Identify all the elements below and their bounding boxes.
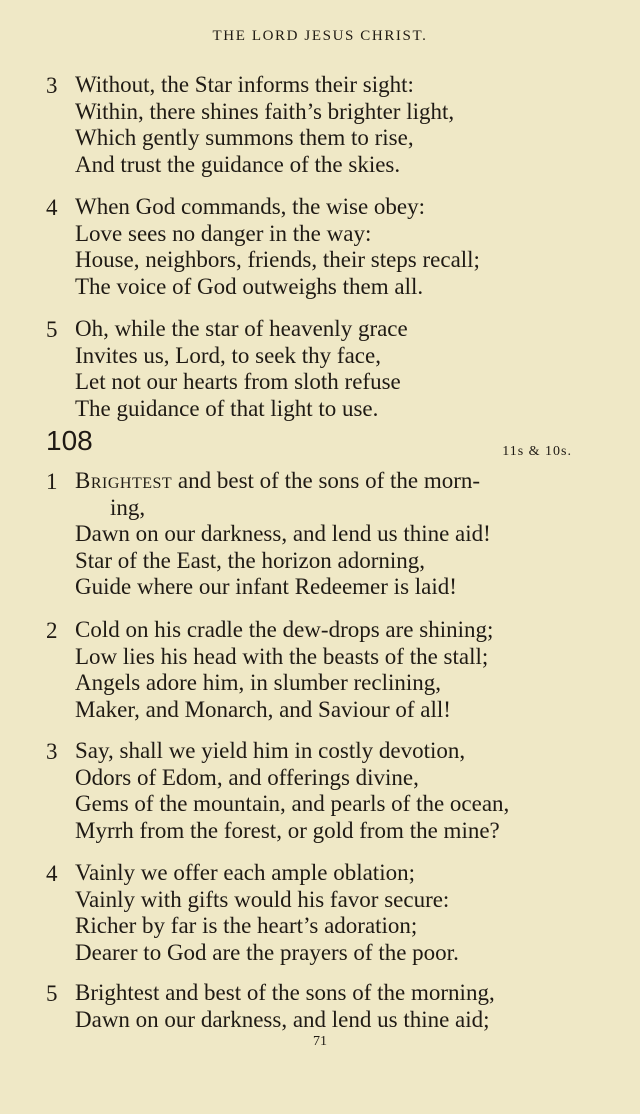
verse-line: Angels adore him, in slumber reclining, (75, 670, 442, 695)
verse-line-continuation: ing, (110, 494, 146, 520)
verse-line: Myrrh from the forest, or gold from the mine? (75, 817, 500, 843)
stanza-number: 1 (46, 469, 58, 494)
stanza-number: 2 (46, 618, 58, 643)
verse-line: Vainly with gifts would his favor secure: (75, 886, 450, 912)
verse-line: And trust the guidance of the skies. (75, 151, 401, 177)
verse-line: Love sees no danger in the way: (75, 220, 372, 246)
stanza-3-prev-hymn (46, 72, 606, 178)
hymn-stanza-5 (46, 980, 606, 1033)
verse-line: The voice of God outweighs them all. (75, 273, 424, 299)
verse-line: When God commands, the wise obey: (75, 194, 426, 219)
stanza-4-prev-hymn (46, 194, 606, 300)
first-word: Brightest (75, 468, 173, 493)
verse-line: Say, shall we yield him in costly devotion, (75, 738, 466, 763)
verse-line: Gems of the mountain, and pearls of the ocean, (75, 791, 510, 816)
verse-line: Brightest and best of the sons of the morning, (75, 980, 495, 1005)
verse-line: Without, the Star informs their sight: (75, 72, 414, 97)
hymn-meter: 11s & 10s. (502, 444, 572, 459)
first-line-rest: and best of the sons of the morn- (172, 468, 481, 493)
hymn-stanza-2 (46, 617, 606, 723)
verse-line: Star of the East, the horizon adorning, (75, 547, 426, 573)
verse-line: Dearer to God are the prayers of the poor. (75, 939, 459, 965)
verse-line: House, neighbors, friends, their steps recall; (75, 247, 480, 272)
stanza-number: 3 (46, 739, 58, 764)
verse-line: Maker, and Monarch, and Saviour of all! (75, 696, 451, 722)
stanza-number: 5 (46, 981, 58, 1006)
hymn-stanza-1 (46, 468, 606, 601)
hymn-number: 108 (46, 425, 93, 456)
verse-line: Invites us, Lord, to seek thy face, (75, 342, 381, 368)
stanza-number: 4 (46, 195, 58, 220)
verse-line: Dawn on our darkness, and lend us thine aid; (75, 1006, 490, 1032)
hymn-stanza-4 (46, 860, 606, 966)
verse-line: Let not our hearts from sloth refuse (75, 369, 401, 394)
verse-line: Richer by far is the heart’s adoration; (75, 913, 418, 938)
stanza-5-prev-hymn (46, 316, 606, 422)
verse-line: Which gently summons them to rise, (75, 125, 414, 150)
hymn-stanza-3 (46, 738, 606, 844)
stanza-number: 3 (46, 73, 58, 98)
verse-line: Guide where our infant Redeemer is laid! (75, 574, 457, 599)
verse-line: Odors of Edom, and offerings divine, (75, 764, 419, 790)
verse-line: Oh, while the star of heavenly grace (75, 316, 408, 341)
verse-line: Dawn on our darkness, and lend us thine aid! (75, 521, 491, 546)
running-header: THE LORD JESUS CHRIST. (212, 28, 428, 44)
verse-line: Cold on his cradle the dew-drops are shining; (75, 617, 494, 642)
stanza-number: 4 (46, 861, 58, 886)
verse-line: Within, there shines faith’s brighter light, (75, 98, 455, 124)
verse-line: Low lies his head with the beasts of the stall; (75, 643, 489, 669)
page-number: 71 (313, 1034, 327, 1049)
verse-line: The guidance of that light to use. (75, 395, 379, 421)
verse-line-first (75, 468, 606, 495)
stanza-number: 5 (46, 317, 58, 342)
verse-line: Vainly we offer each ample oblation; (75, 860, 415, 885)
